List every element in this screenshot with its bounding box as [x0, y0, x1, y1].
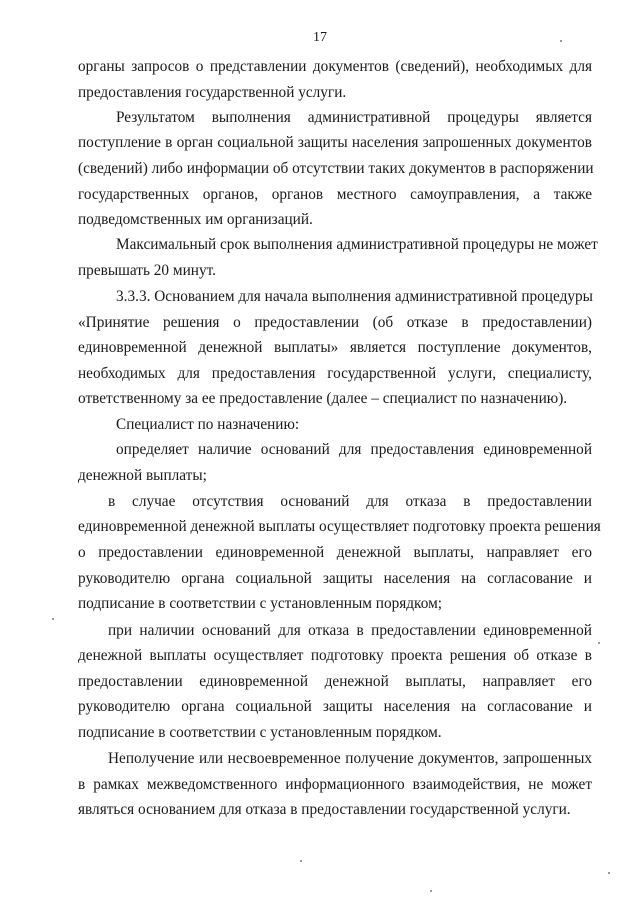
text-line: подписание в соответствии с установленным порядком.	[78, 724, 442, 741]
text-line: Максимальный срок выполнения административной процедуры не может	[116, 236, 598, 253]
text-line: превышать 20 минут.	[78, 262, 216, 279]
page-number: 17	[313, 30, 327, 45]
text-line: 3.3.3. Основанием для начала выполнения административной процедуры	[116, 288, 593, 305]
text-line: руководителю органа социальной защиты населения на согласование и	[78, 570, 592, 587]
text-line: о предоставлении единовременной денежной выплаты, направляет его	[78, 544, 592, 561]
text-line: единовременной денежной выплаты» является поступление документов,	[78, 339, 592, 356]
text-line: необходимых для предоставления государственной услуги, специалисту,	[78, 365, 592, 382]
text-line: подписание в соответствии с установленным порядком;	[78, 595, 442, 612]
text-line: Неполучение или несвоевременное получение документов, запрошенных	[108, 750, 592, 767]
text-line: руководителю органа социальной защиты населения на согласование и	[78, 698, 592, 715]
text-line: (сведений) либо информации об отсутствии таких документов в распоряжении	[78, 160, 594, 177]
text-line: «Принятие решения о предоставлении (об отказе в предоставлении)	[78, 314, 592, 331]
text-line: предоставления государственной услуги.	[78, 84, 347, 101]
text-line: единовременной денежной выплаты осуществляет подготовку проекта решения	[78, 518, 601, 535]
text-line: ответственному за ее предоставление (далее – специалист по назначению).	[78, 390, 568, 407]
text-line: Результатом выполнения административной процедуры является	[116, 109, 592, 126]
text-line: при наличии оснований для отказа в предоставлении единовременной	[108, 622, 592, 639]
text-line: государственных органов, органов местного самоуправления, а также	[78, 186, 592, 203]
text-line: в случае отсутствия оснований для отказа в предоставлении	[108, 493, 592, 510]
text-line: денежной выплаты осуществляет подготовку проекта решения об отказе в	[78, 647, 592, 664]
text-line: подведомственных им организаций.	[78, 211, 313, 228]
text-line: являться основанием для отказа в предоставлении государственной услуги.	[78, 801, 571, 818]
text-line: в рамках межведомственного информационного взаимодействия, не может	[78, 776, 592, 793]
text-line: предоставлении единовременной денежной выплаты, направляет его	[78, 673, 592, 690]
text-line: определяет наличие оснований для предоставления единовременной	[116, 441, 592, 458]
text-line: органы запросов о представлении документов (сведений), необходимых для	[78, 58, 592, 75]
text-line: Специалист по назначению:	[116, 416, 300, 433]
text-line: денежной выплаты;	[78, 467, 207, 484]
text-line: поступление в орган социальной защиты населения запрошенных документов	[78, 134, 592, 151]
